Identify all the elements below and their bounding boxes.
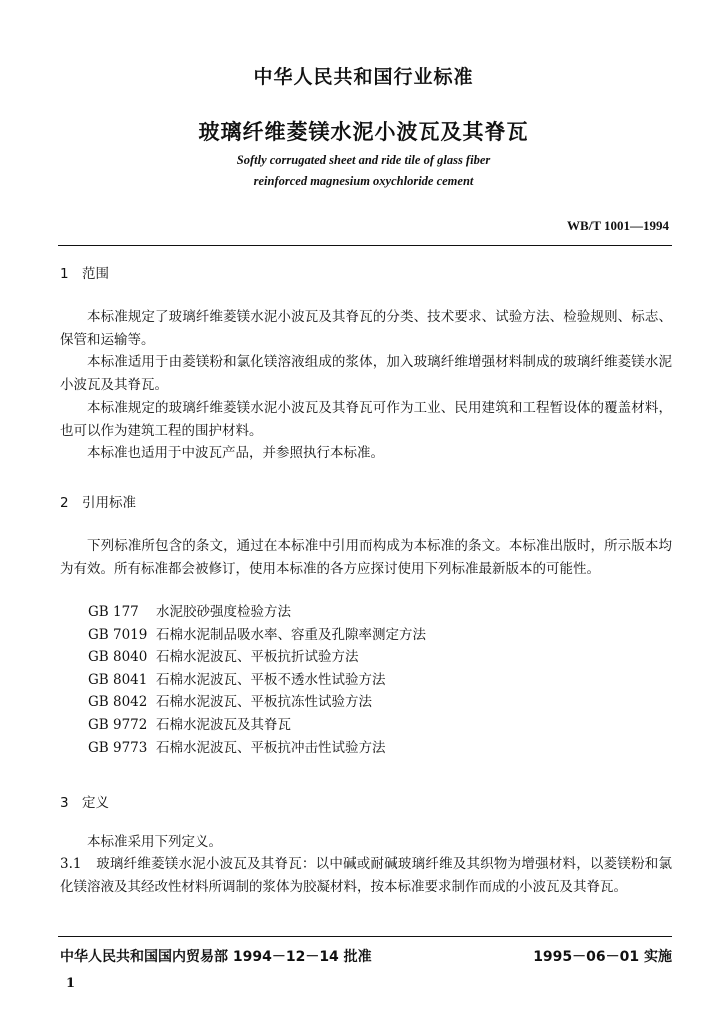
reference-name: 石棉水泥波瓦及其脊瓦: [156, 716, 291, 733]
standard-code: WB/T 1001—1994: [567, 218, 669, 233]
section-2-heading: [60, 491, 136, 511]
reference-code: GB 7019: [88, 626, 148, 643]
reference-code: GB 8040: [88, 649, 148, 666]
clause-number: 3.1: [60, 856, 82, 872]
section-1-paragraph-4: 本标准也适用于中波瓦产品，并参照执行本标准。: [87, 445, 384, 461]
clause-text: 玻璃纤维菱镁水泥小波瓦及其脊瓦：以中碱或耐碱玻璃纤维及其织物为增强材料，以菱镁粉和氯化镁溶液及其经改性材料所调制的浆体为胶凝材料，按本标准要求制作而成的小波瓦及其脊瓦。: [60, 856, 672, 895]
footer-divider: [58, 936, 672, 937]
section-2-intro: 下列标准所包含的条文，通过在本标准中引用而构成为本标准的条文。本标准出版时，所示版本均为有效。所有标准都会被修订，使用本标准的各方应探讨使用下列标准最新版本的可能性。: [60, 538, 672, 577]
reference-item: [88, 601, 426, 624]
section-1-paragraph-2: 本标准适用于由菱镁粉和氯化镁溶液组成的浆体，加入玻璃纤维增强材料制成的玻璃纤维菱镁水泥小波瓦及其脊瓦。: [60, 354, 672, 393]
section-3-heading: [60, 791, 109, 811]
reference-item: [88, 737, 426, 760]
section-3-intro: 本标准采用下列定义。: [87, 834, 222, 850]
clause-3-1: [60, 853, 672, 899]
section-3-title: 定义: [82, 795, 109, 811]
reference-name: 石棉水泥波瓦、平板不透水性试验方法: [156, 671, 386, 688]
reference-code: GB 8041: [88, 671, 148, 688]
section-1-number: 1: [60, 266, 69, 282]
header-divider: [58, 245, 672, 246]
reference-item: [88, 669, 426, 692]
standard-category-header: 中华人民共和国行业标准: [253, 66, 474, 88]
document-title-english-line-1: Softly corrugated sheet and ride tile of glass fiber: [236, 153, 491, 167]
reference-item: [88, 714, 426, 737]
reference-code: GB 177: [88, 604, 139, 620]
document-title-chinese: 玻璃纤维菱镁水泥小波瓦及其脊瓦: [198, 120, 529, 144]
document-title-english-line-2: reinforced magnesium oxychloride cement: [253, 174, 474, 188]
section-2-title: 引用标准: [82, 495, 136, 511]
section-1-title: 范围: [82, 266, 109, 282]
reference-code: GB 9773: [88, 739, 148, 756]
page-number: 1: [66, 976, 76, 991]
section-1-paragraph-3: 本标准规定的玻璃纤维菱镁水泥小波瓦及其脊瓦可作为工业、民用建筑和工程暂设体的覆盖材料，也可以作为建筑工程的围护材料。: [60, 400, 672, 439]
reference-name: 石棉水泥波瓦、平板抗折试验方法: [156, 649, 359, 666]
reference-name: 石棉水泥制品吸水率、容重及孔隙率测定方法: [156, 626, 426, 643]
reference-item: [88, 691, 426, 714]
reference-name: 水泥胶砂强度检验方法: [156, 604, 291, 620]
reference-code: GB 8042: [88, 694, 148, 711]
section-1-paragraph-1: 本标准规定了玻璃纤维菱镁水泥小波瓦及其脊瓦的分类、技术要求、试验方法、检验规则、标志、保管和运输等。: [60, 309, 672, 348]
approval-line: 中华人民共和国国内贸易部 1994－12－14 批准: [60, 949, 372, 965]
reference-name: 石棉水泥波瓦、平板抗冻性试验方法: [156, 694, 372, 711]
reference-item: [88, 646, 426, 669]
reference-item: [88, 624, 426, 647]
reference-code: GB 9772: [88, 716, 148, 733]
section-3-number: 3: [60, 795, 69, 811]
reference-name: 石棉水泥波瓦、平板抗冲击性试验方法: [156, 739, 386, 756]
section-1-heading: [60, 262, 109, 282]
effective-date: 1995－06－01 实施: [533, 949, 672, 965]
section-2-number: 2: [60, 495, 69, 511]
referenced-standards-list: [88, 601, 426, 759]
